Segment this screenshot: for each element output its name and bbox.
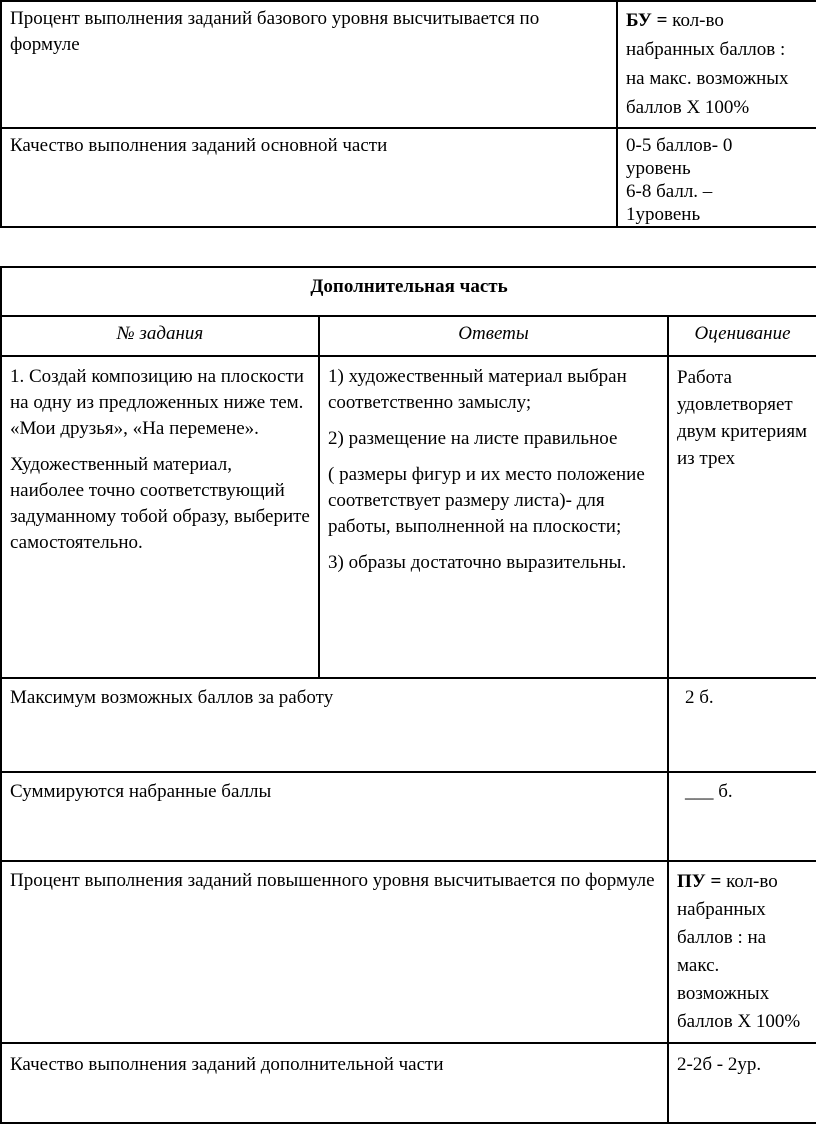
t1-row1-label: Процент выполнения заданий базового уровня высчитывается по формуле	[10, 8, 540, 55]
t2-task-divider	[0, 677, 816, 679]
percent-formula-bold: ПУ =	[677, 871, 722, 892]
max-score-value: 2 б.	[685, 687, 714, 708]
sum-score-value: ___ б.	[685, 781, 733, 802]
percent-formula-rest: кол-во набранных баллов : на макс. возможных баллов Х 100%	[677, 871, 801, 1032]
t2-header-divider	[0, 355, 816, 357]
quality-label: Качество выполнения заданий дополнительной части	[10, 1054, 444, 1075]
t2-percent-divider	[0, 1042, 816, 1044]
header-answers: Ответы	[458, 323, 529, 344]
percent-label: Процент выполнения заданий повышенного уровня высчитывается по формуле	[10, 870, 655, 891]
formula-bold: БУ =	[626, 10, 668, 31]
sum-score-label: Суммируются набранные баллы	[10, 781, 272, 802]
t2-max-divider	[0, 771, 816, 773]
evaluation-text: Работа удовлетворяет двум критериям из трех	[677, 367, 808, 469]
percent-formula	[669, 864, 816, 1040]
t2-bottom-border	[0, 1122, 816, 1124]
formula-rest: кол-во набранных баллов : на макс. возможных баллов Х 100%	[626, 10, 789, 118]
t2-title: Дополнительная часть	[310, 276, 508, 297]
header-task-number: № задания	[116, 323, 204, 344]
t1-row2-label: Качество выполнения заданий основной части	[10, 135, 388, 156]
t2-sum-divider	[0, 860, 816, 862]
answers-list: 1) художественный материал выбран соответственно замыслу; 2) размещение на листе правильное ( размеры фигур и их место положение соответствует размеру листа)- для работы, выполненной на плоскости; 3) образы достаточно выразительны.	[328, 366, 645, 573]
level-1: 6-8 балл. – 1уровень	[626, 181, 713, 225]
header-evaluation: Оценивание	[694, 323, 791, 344]
t1-row2-levels	[618, 129, 768, 230]
task-description: 1. Создай композицию на плоскости на одну из предложенных ниже тем. «Мои друзья», «На перемене». Художественный материал, наиболее точно соответствующий задуманному тобой образу, выберите самостоятельно.	[10, 366, 310, 553]
level-0: 0-5 баллов- 0 уровень	[626, 135, 733, 179]
max-score-label: Максимум возможных баллов за работу	[10, 687, 334, 708]
quality-value: 2-2б - 2ур.	[677, 1054, 762, 1075]
t1-row1-formula	[618, 2, 816, 126]
